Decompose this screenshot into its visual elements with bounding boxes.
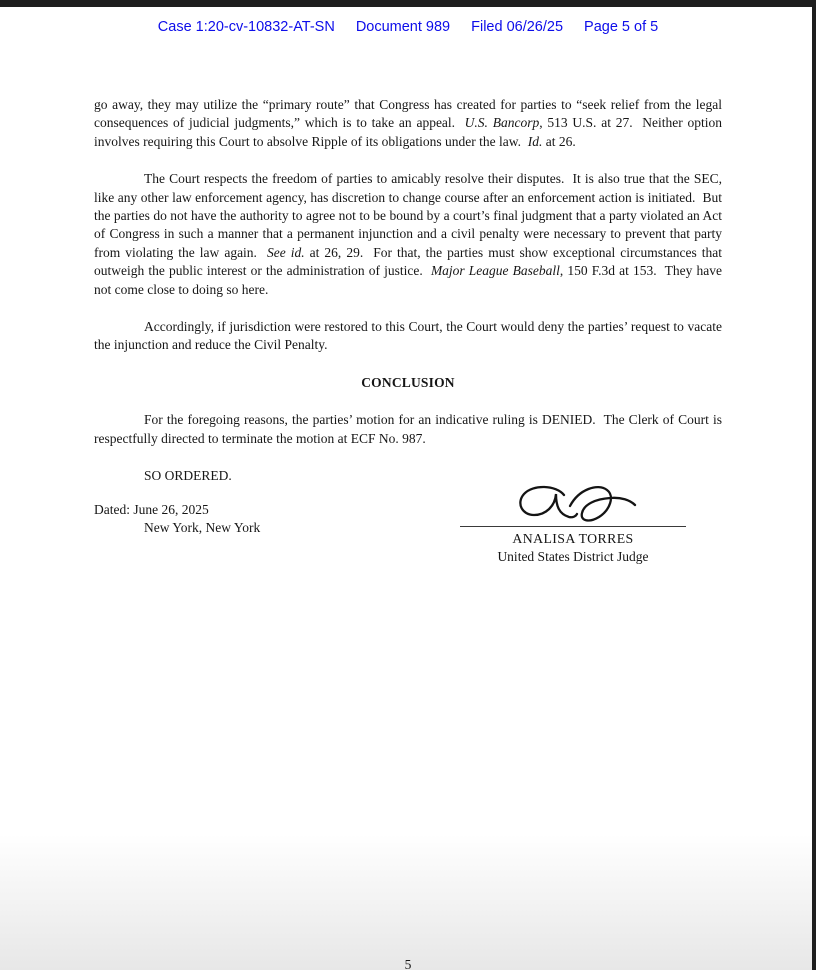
body-paragraph: go away, they may utilize the “primary route” that Congress has created for parties to “seek relief from the legal consequences of judicial judgments,” which is to take an appeal. U.S. Bancorp, 513 U.S. at 27. Neither option involves requiring this Court to absolve Ripple of its obligations under the law. Id. at 26. — [94, 97, 726, 149]
stamp-case-number: Case 1:20-cv-10832-AT-SN — [157, 19, 335, 35]
conclusion-paragraph: For the foregoing reasons, the parties’ motion for an indicative ruling is DENIED. The Clerk of Court is respectfully directed to terminate the motion at ECF No. 987. — [94, 412, 726, 446]
judge-title: United States District Judge — [497, 549, 649, 565]
judge-signature — [460, 482, 686, 526]
signature-row — [94, 486, 722, 604]
page-number: 5 — [404, 957, 412, 972]
stamp-page-count: Page 5 of 5 — [584, 19, 659, 35]
viewer-right-bar — [812, 0, 816, 970]
stamp-filed-date: Filed 06/26/25 — [471, 19, 564, 35]
so-ordered-line: SO ORDERED. — [144, 468, 232, 484]
body-paragraph: The Court respects the freedom of parties to amicably resolve their disputes. It is also true that the SEC, like any other law enforcement agency, has discretion to change course after an enforcement action is initiated. But the parties do not have the authority to agree not to be bound by a court’s final judgment that a party violated an Act of Congress in such a manner that a permanent injunction and a civil penalty were necessary to prevent that party from violating the law again. See id. at 26, 29. For that, the parties must show exceptional circumstances that outweigh the public interest or the administration of justice. Major League Baseball, 150 F.3d at 153. They have not come close to doing so here. — [94, 171, 726, 297]
judge-signature-block — [460, 482, 686, 567]
body-paragraph: Accordingly, if jurisdiction were restored to this Court, the Court would deny the parties’ request to vacate the injunction and reduce the Civil Penalty. — [94, 319, 726, 353]
viewer-top-bar — [0, 0, 816, 7]
signature-line — [460, 526, 686, 527]
judge-name: ANALISA TORRES — [512, 530, 634, 546]
dated-line: Dated: June 26, 2025 — [94, 501, 209, 517]
dated-location-line: New York, New York — [144, 519, 261, 535]
conclusion-heading: CONCLUSION — [361, 374, 455, 390]
stamp-document-number: Document 989 — [355, 19, 451, 35]
document-body — [94, 96, 726, 604]
